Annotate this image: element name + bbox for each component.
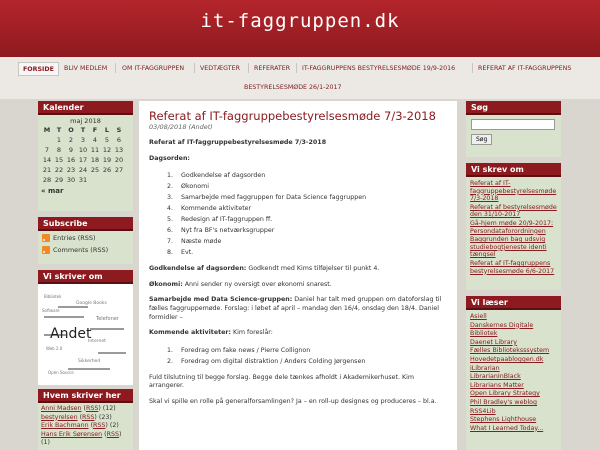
calendar-day: 16 xyxy=(66,156,76,164)
calendar-day: 30 xyxy=(66,176,76,184)
paragraph-label: Kommende aktiviteter: xyxy=(149,329,231,337)
author-post-count: (1) xyxy=(41,439,50,446)
paragraph-label: Økonomi: xyxy=(149,280,183,288)
calendar-day: 22 xyxy=(54,166,64,174)
calendar-body xyxy=(38,115,133,211)
author-rss-link[interactable]: RSS xyxy=(85,405,99,412)
blogroll-link[interactable]: Phil Bradley's weblog xyxy=(470,398,538,406)
nav-referater[interactable]: REFERATER xyxy=(254,65,291,72)
entries-rss-row[interactable] xyxy=(42,234,129,242)
paragraph-label: Godkendelse af dagsorden: xyxy=(149,265,247,273)
calendar-weekday: L xyxy=(104,126,110,134)
author-post-count: (2) xyxy=(109,422,119,429)
nav-separator xyxy=(248,63,249,73)
recent-post-link[interactable]: Gå-hjem møde 20/9-2017: Persondataforordningen xyxy=(470,219,554,235)
subscribe-heading: Subscribe xyxy=(38,217,133,231)
blogroll-link[interactable]: LibrarianInBlack xyxy=(470,373,521,381)
calendar-day: 11 xyxy=(90,146,100,154)
word-cloud-word: Telefoner xyxy=(96,316,119,322)
activity-item: 1. Foredrag om fake news / Pierre Collignon xyxy=(175,345,447,356)
author-post-count: (12) xyxy=(102,405,116,412)
authors-widget xyxy=(38,389,133,450)
paragraph-dagsorden xyxy=(149,265,447,274)
subscribe-body xyxy=(38,231,133,264)
blogroll-link[interactable]: Stephens Lighthouse xyxy=(470,416,537,424)
blogroll-link[interactable]: Librarians Matter xyxy=(470,381,524,389)
paragraph-text: Daniel har talt med gruppen om datoforslag til fælles faggruppemøde. Forslag: i løbet af april – mandag den 16/4, onsdag den 18/4. Daniel formidler – xyxy=(149,296,442,321)
rss-icon xyxy=(42,234,50,242)
calendar-day: 12 xyxy=(102,146,112,154)
calendar-weekday: T xyxy=(80,126,86,134)
author-link[interactable]: Erik Bachmann xyxy=(41,422,89,429)
calendar-day xyxy=(41,136,53,144)
nav-forside[interactable]: FORSIDE xyxy=(18,62,59,76)
activities-list xyxy=(175,345,447,367)
word-cloud-word: Open Source xyxy=(48,370,74,375)
authors-list xyxy=(38,403,133,450)
main-navigation xyxy=(0,57,600,99)
blogroll-link[interactable]: Fælles Biblioteksssystem xyxy=(470,347,550,355)
calendar-day: 2 xyxy=(68,136,74,144)
word-cloud-word: Internet xyxy=(88,339,106,344)
rss-icon xyxy=(42,246,50,254)
nav-vedtaegter[interactable]: VEDTÆGTER xyxy=(200,65,240,72)
calendar-prev-month-link[interactable]: « mar xyxy=(41,187,64,195)
calendar-day: 25 xyxy=(90,166,100,174)
author-link[interactable]: bestyrelsen xyxy=(41,413,78,421)
author-rss-link[interactable]: RSS xyxy=(82,413,95,421)
author-item: Erik Bachmann (RSS) (2) xyxy=(41,422,119,429)
calendar-day: 5 xyxy=(104,136,110,144)
calendar-day: 27 xyxy=(114,166,124,174)
agenda-item: 7. Næste møde xyxy=(175,236,447,247)
nav-referat-af-it-faggruppens[interactable]: REFERAT AF IT-FAGGRUPPENS xyxy=(478,65,572,72)
calendar-day xyxy=(113,176,125,184)
author-item: bestyrelsen (RSS) (23) xyxy=(41,413,112,421)
nav-bestyrelsesmoede-2017[interactable]: BESTYRELSESMØDE 26/1-2017 xyxy=(244,84,342,91)
word-cloud-word: Google Books xyxy=(76,301,107,306)
calendar-day: 8 xyxy=(56,146,62,154)
calendar-day xyxy=(89,176,101,184)
recent-post-link[interactable]: Baggrunden bag udsvig studiebogtjeneste identi tængsel xyxy=(470,236,547,259)
nav-bliv-medlem[interactable]: BLIV MEDLEM xyxy=(64,65,108,72)
paragraph-data-science xyxy=(149,296,447,322)
main-content xyxy=(139,101,457,450)
calendar-day: 24 xyxy=(78,166,88,174)
agenda-item: 6. Nyt fra BF's netværksgrupper xyxy=(175,225,447,236)
agenda-item: 8. Evt. xyxy=(175,247,447,258)
topics-widget xyxy=(38,270,133,385)
paragraph-text: Godkendt med Kims tilføjelser til punkt 4. xyxy=(246,265,380,273)
word-cloud-main-word: Andet xyxy=(50,326,92,342)
paragraph-text: Kim foreslår: xyxy=(231,329,273,337)
calendar-weekday: O xyxy=(68,126,74,134)
author-item: Anni Madsen (RSS) (12) xyxy=(41,405,116,412)
search-body xyxy=(466,115,561,157)
author-link[interactable]: Anni Madsen xyxy=(41,405,82,412)
calendar-month: maj 2018 xyxy=(70,117,101,125)
calendar-weekday: S xyxy=(116,126,122,134)
paragraph-text: Anni sender ny oversigt over økonomi snarest. xyxy=(182,280,332,288)
blogroll-list xyxy=(466,310,561,450)
nav-bestyrelsesmoede-2016[interactable]: IT-FAGGRUPPENS BESTYRELSESMØDE 19/9-2016 xyxy=(302,65,456,72)
activity-item: 2. Foredrag om digital distraktion / Anders Colding Jørgensen xyxy=(175,356,447,367)
calendar-day xyxy=(101,176,113,184)
calendar-day: 19 xyxy=(102,156,112,164)
calendar-day: 4 xyxy=(92,136,98,144)
post-date: 03/08/2018 (Andet) xyxy=(149,123,213,131)
calendar-day: 18 xyxy=(90,156,100,164)
paragraph-oekonomi xyxy=(149,281,447,290)
calendar-day: 29 xyxy=(54,176,64,184)
paragraph-label: Samarbejde med Data Science-gruppen: xyxy=(149,296,293,304)
calendar-grid xyxy=(41,126,130,184)
recent-post-link[interactable]: Referat af IT-faggruppens bestyrelsesmøde 6/6-2017 xyxy=(470,259,555,275)
paragraph-generalforsamling: Skal vi spille en rolle på generalforsamlingen? Ja – en roll-up designes og produceres – bl.a. xyxy=(149,397,437,405)
calendar-day: 3 xyxy=(80,136,86,144)
blogroll-link[interactable]: Hovedetpaabloggen.dk xyxy=(470,355,544,363)
calendar-day: 26 xyxy=(102,166,112,174)
subscribe-widget xyxy=(38,217,133,264)
paragraph-aktiviteter xyxy=(149,329,447,338)
blogroll-link[interactable]: iLibrarian xyxy=(470,364,500,372)
calendar-day: 7 xyxy=(44,146,50,154)
calendar-day: 14 xyxy=(42,156,52,164)
word-cloud-word: Software xyxy=(42,308,60,313)
author-link[interactable]: Hans Erik Sørensen xyxy=(41,430,103,438)
post-title[interactable]: Referat af IT-faggruppebestyrelsesmøde 7/3-2018 xyxy=(149,109,436,123)
author-rss-link[interactable]: RSS xyxy=(93,422,106,429)
calendar-day: 1 xyxy=(56,136,62,144)
nav-separator xyxy=(472,63,473,73)
author-rss-link[interactable]: RSS xyxy=(106,430,119,438)
calendar-weekday: M xyxy=(43,126,51,134)
agenda-item: 1. Godkendelse af dagsorden xyxy=(175,170,447,181)
calendar-weekday: F xyxy=(92,126,98,134)
blogroll-link[interactable]: Open Library Strategy xyxy=(470,390,540,398)
calendar-day: 31 xyxy=(78,176,88,184)
search-heading: Søg xyxy=(466,101,561,115)
calendar-weekday: T xyxy=(56,126,62,134)
word-cloud[interactable] xyxy=(38,284,133,385)
calendar-widget xyxy=(38,101,133,211)
word-cloud-graphic xyxy=(38,284,133,385)
authors-heading: Hvem skriver her xyxy=(38,389,133,403)
recent-post-link[interactable]: Referat af bestyrelsesmøde den 31/10-2017 xyxy=(470,203,557,219)
word-cloud-word: Bibliotek xyxy=(44,294,62,299)
blogroll-link[interactable]: Daenet Library xyxy=(470,338,517,346)
recent-post-link[interactable]: Referat af IT-faggruppebestyrelsesmøde 7/3-2018 xyxy=(470,180,557,203)
blogroll-widget xyxy=(466,296,561,450)
post-subtitle: Referat af IT-faggruppebestyrelsesmøde 7/3-2018 xyxy=(149,139,327,146)
nav-separator xyxy=(194,63,195,73)
calendar-day: 28 xyxy=(42,176,52,184)
author-item: Hans Erik Sørensen (RSS) (1) xyxy=(41,430,122,446)
calendar-day: 10 xyxy=(78,146,88,154)
comments-rss-link[interactable]: Comments (RSS) xyxy=(53,246,109,254)
author-post-count: (23) xyxy=(98,413,112,421)
paragraph-tilslutning: Fuld tilslutning til begge forslag. Begge dele tænkes afholdt i Akademikerhuset. Kim arrangerer. xyxy=(149,373,414,390)
blogroll-heading: Vi læser xyxy=(466,296,561,310)
site-title[interactable]: it-faggruppen.dk xyxy=(200,10,400,32)
calendar-day: 13 xyxy=(114,146,124,154)
recent-posts-widget xyxy=(466,163,561,290)
calendar-day: 15 xyxy=(54,156,64,164)
site-header xyxy=(0,0,600,57)
agenda-item: 5. Redesign af IT-faggruppen ff. xyxy=(175,214,447,225)
search-widget xyxy=(466,101,561,157)
nav-om-it-faggruppen[interactable]: OM IT-FAGGRUPPEN xyxy=(122,65,185,72)
search-button[interactable]: Søg xyxy=(471,134,492,145)
agenda-heading: Dagsorden: xyxy=(149,154,190,162)
agenda-item: 4. Kommende aktiviteter xyxy=(175,203,447,214)
calendar-day: 23 xyxy=(66,166,76,174)
word-cloud-word: Web 2.0 xyxy=(46,346,63,351)
blogroll-link[interactable]: RSS4Lib xyxy=(470,407,496,415)
topics-heading: Vi skriver om xyxy=(38,270,133,284)
word-cloud-word: Sikkerhed xyxy=(78,359,101,364)
comments-rss-row[interactable] xyxy=(42,246,129,254)
recent-posts-heading: Vi skrev om xyxy=(466,163,561,177)
blogroll-link[interactable]: Danskernes Digitale Bibliotek xyxy=(470,321,534,338)
search-input[interactable] xyxy=(471,119,555,130)
agenda-list xyxy=(175,170,447,258)
blogroll-link[interactable]: What I Learned Today... xyxy=(470,424,544,432)
calendar-day: 21 xyxy=(42,166,52,174)
blogroll-link[interactable]: Asiell xyxy=(470,313,487,320)
calendar-heading: Kalender xyxy=(38,101,133,115)
calendar-day: 17 xyxy=(78,156,88,164)
agenda-item: 2. Økonomi xyxy=(175,181,447,192)
entries-rss-link[interactable]: Entries (RSS) xyxy=(53,234,96,242)
nav-separator xyxy=(296,63,297,73)
calendar-day: 20 xyxy=(114,156,124,164)
calendar-day: 9 xyxy=(68,146,74,154)
calendar-day: 6 xyxy=(116,136,122,144)
agenda-item: 3. Samarbejde med faggruppen for Data Science faggruppen xyxy=(175,192,447,203)
nav-separator xyxy=(115,63,116,73)
recent-posts-list xyxy=(466,177,561,290)
